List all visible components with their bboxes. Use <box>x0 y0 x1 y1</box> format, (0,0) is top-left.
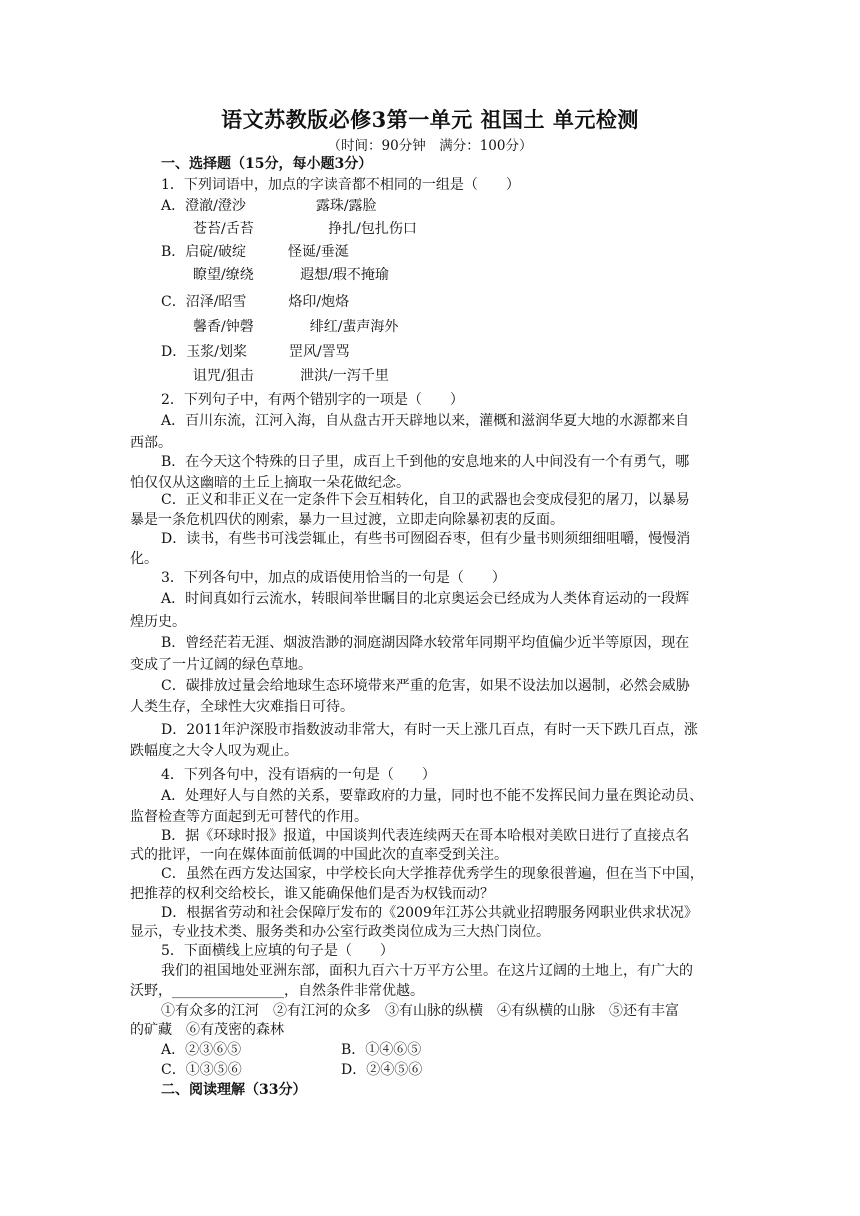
q3-option-b-line2: 变成了一片辽阔的绿色草地。 <box>130 657 312 673</box>
q4-option-c-line2: 把推荐的权利交给校长，谁又能确保他们是否为权钱而动？ <box>130 886 494 902</box>
q3-option-a-line2: 煌历史。 <box>130 614 186 630</box>
q1-stem: 1．下列词语中，加点的字读音都不相同的一组是（ ） <box>161 177 520 193</box>
q3-option-a-line1: A．时间真如行云流水，转眼间举世瞩目的北京奥运会已经成为人类体育运动的一段辉 <box>161 591 690 607</box>
q2-stem: 2．下列句子中，有两个错别字的一项是（ ） <box>161 392 464 408</box>
q3-stem: 3．下列各句中，加点的成语使用恰当的一句是（ ） <box>161 570 506 586</box>
q5-passage-line1: 我们的祖国地处亚洲东部，面积九百六十万平方公里。在这片辽阔的土地上，有广大的 <box>161 963 693 979</box>
q5-option-c: C．①③⑤⑥ <box>161 1062 242 1078</box>
q3-option-c-line2: 人类生存，全球性大灾难指日可待。 <box>130 699 354 715</box>
q4-option-a-line1: A．处理好人与自然的关系，要靠政府的力量，同时也不能不发挥民间力量在舆论动员、 <box>161 788 704 804</box>
q5-option-a: A．②③⑥⑤ <box>161 1042 242 1058</box>
q4-option-d-line2: 显示，专业技术类、服务类和办公室行政类岗位成为三大热门岗位。 <box>130 924 550 940</box>
q5-stem: 5．下面横线上应填的句子是（ ） <box>161 943 394 959</box>
q5-passage-line2: 沃野，________________，自然条件非常优越。 <box>130 983 424 999</box>
q1-option-a-line2: 苍苔/舌苔 挣扎/包扎伤口 <box>193 221 417 237</box>
q3-option-d-line1: D．2011年沪深股市指数波动非常大，有时一天上涨几百点，有时一天下跌几百点，涨 <box>161 722 698 738</box>
section-heading-reading: 二、阅读理解（33分） <box>161 1082 307 1098</box>
q3-option-c-line1: C．碳排放过量会给地球生态环境带来严重的危害，如果不设法加以遏制，必然会威胁 <box>161 678 690 694</box>
q4-option-d-line1: D．根据省劳动和社会保障厅发布的《2009年江苏公共就业招聘服务网职业供求状况》 <box>161 905 698 921</box>
q2-option-b-line2: 怕仅仅从这幽暗的土丘上摘取一朵花做纪念。 <box>130 475 410 491</box>
q3-option-b-line1: B．曾经茫若无涯、烟波浩渺的洞庭湖因降水较常年同期平均值偏少近半等原因，现在 <box>161 635 690 651</box>
q3-option-d-line2: 跌幅度之大令人叹为观止。 <box>130 743 298 759</box>
q2-option-b-line1: B．在今天这个特殊的日子里，成百上千到他的安息地来的人中间没有一个有勇气，哪 <box>161 454 690 470</box>
q1-option-b-line2: 瞭望/缭绕 遐想/瑕不掩瑜 <box>193 267 389 283</box>
page-title: 语文苏教版必修3第一单元 祖国土 单元检测 <box>221 107 639 132</box>
q4-stem: 4．下列各句中，没有语病的一句是（ ） <box>161 767 436 783</box>
q2-option-c-line2: 暴是一条危机四伏的刚索，暴力一旦过渡，立即走向除暴初衷的反面。 <box>130 512 564 528</box>
q5-option-b: B．①④⑥⑤ <box>341 1042 422 1058</box>
q4-option-b-line2: 式的批评，一向在媒体面前低调的中国此次的直率受到关注。 <box>130 847 508 863</box>
q1-option-d-line1: D．玉浆/划桨 罡风/詈骂 <box>161 344 350 360</box>
q4-option-b-line1: B．据《环球时报》报道，中国谈判代表连续两天在哥本哈根对美欧日进行了直接点名 <box>161 828 690 844</box>
q5-candidates-line1: ①有众多的江河 ②有江河的众多 ③有山脉的纵横 ④有纵横的山脉 ⑤还有丰富 <box>161 1003 679 1019</box>
q4-option-c-line1: C．虽然在西方发达国家，中学校长向大学推荐优秀学生的现象很普遍，但在当下中国， <box>161 866 704 882</box>
q1-option-c-line2: 馨香/钟磬 绯红/蜚声海外 <box>193 319 399 335</box>
q1-option-d-line2: 诅咒/狙击 泄洪/一泻千里 <box>193 368 389 384</box>
q2-option-a-line1: A．百川东流，江河入海，自从盘古开天辟地以来，灌概和滋润华夏大地的水源都来自 <box>161 413 690 429</box>
q5-candidates-line2: 的矿藏 ⑥有茂密的森林 <box>130 1022 284 1038</box>
q2-option-d-line1: D．读书，有些书可浅尝辄止，有些书可囫囵吞枣，但有少量书则须细细咀嚼，慢慢消 <box>161 531 691 547</box>
exam-info: （时间：90分钟 满分：100分） <box>327 138 533 154</box>
q1-option-b-line1: B．启碇/破绽 怪诞/垂涎 <box>161 244 349 260</box>
q1-option-c-line1: C．沼泽/昭雪 烙印/炮烙 <box>161 294 350 310</box>
q2-option-a-line2: 西部。 <box>130 435 172 451</box>
q1-option-a-line1: A．澄澈/澄沙 露珠/露脸 <box>161 198 377 214</box>
q5-option-d: D．②④⑤⑥ <box>341 1062 423 1078</box>
q4-option-a-line2: 监督检查等方面起到无可替代的作用。 <box>130 809 368 825</box>
q2-option-d-line2: 化。 <box>130 551 158 567</box>
section-heading-choice: 一、选择题（15分，每小题3分） <box>161 156 373 172</box>
q2-option-c-line1: C．正义和非正义在一定条件下会互相转化，自卫的武器也会变成侵犯的屠刀，以暴易 <box>161 492 690 508</box>
